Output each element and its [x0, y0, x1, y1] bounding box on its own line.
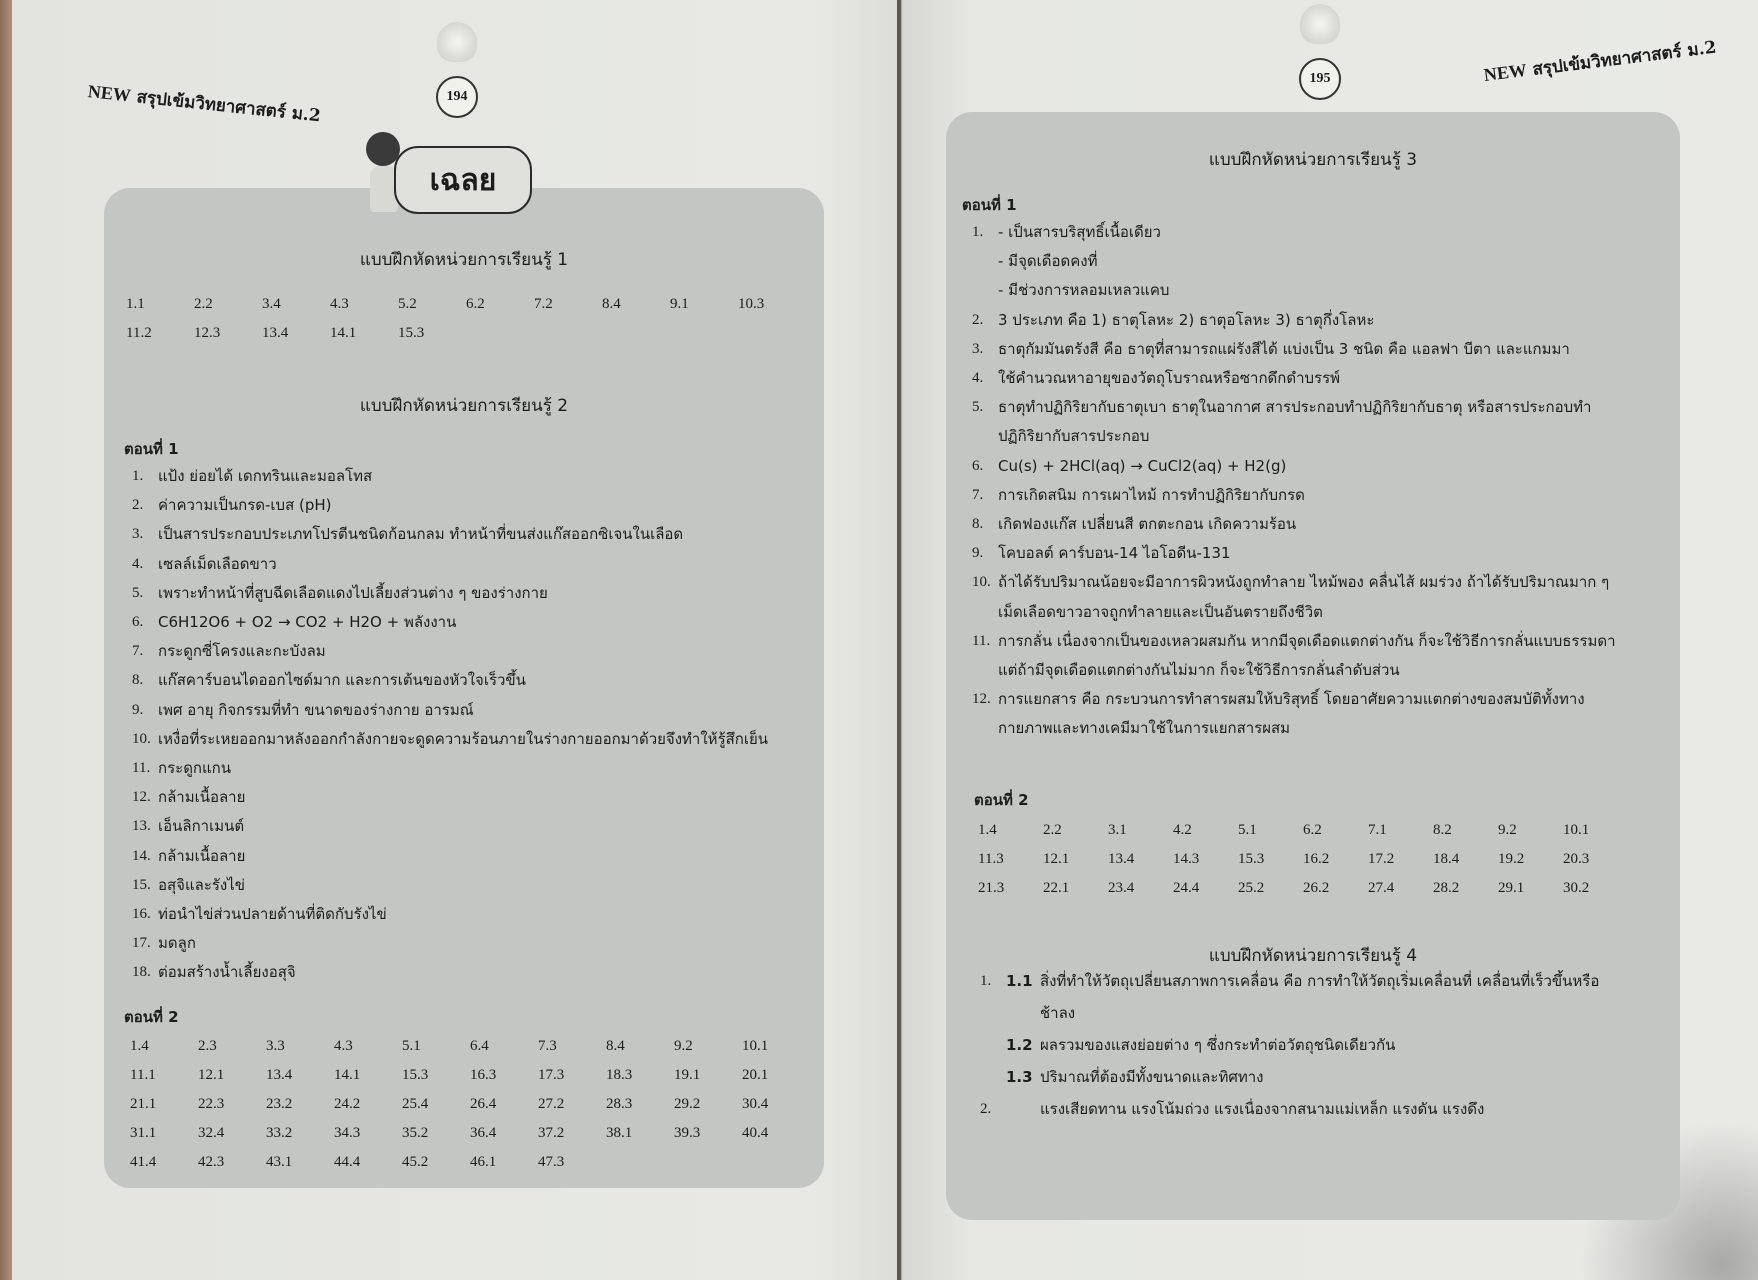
item-text: มดลูก [158, 934, 196, 953]
answer-cell: 19.2 [1498, 851, 1525, 867]
answer-cell: 8.2 [1433, 822, 1452, 838]
answer-cell: 16.3 [470, 1067, 497, 1083]
item-number: 4. [972, 370, 984, 387]
item-number: 4. [132, 555, 144, 572]
item-number [972, 656, 998, 685]
item-number: 11. [972, 632, 991, 649]
answer-cell: 40.4 [742, 1125, 769, 1141]
answer-row [130, 1119, 810, 1148]
answer-cell: 47.3 [538, 1154, 565, 1170]
answer-cell: 16.2 [1303, 851, 1330, 867]
answer-cell: 12.1 [198, 1067, 225, 1083]
item-number [980, 1061, 1006, 1093]
answer-cell: 9.2 [674, 1038, 693, 1054]
answer-cell: 44.4 [334, 1154, 361, 1170]
answer-cell: 29.1 [1498, 880, 1525, 896]
answer-grid-unit2-part2 [130, 1032, 810, 1177]
answer-cell: 26.4 [470, 1096, 497, 1112]
item-text: ต่อมสร้างน้ำเลี้ยงอสุจิ [158, 963, 296, 982]
item-text: แรงเสียดทาน แรงโน้มถ่วง แรงเนื่องจากสนามแม่เหล็ก แรงดัน แรงดึง [1040, 1100, 1485, 1118]
answer-cell: 2.2 [1043, 822, 1062, 838]
item-number [980, 997, 1006, 1029]
list-item [132, 900, 768, 929]
item-text: กายภาพและทางเคมีมาใช้ในการแยกสารผสม [998, 719, 1291, 738]
answer-row [978, 845, 1628, 874]
item-number: 15. [132, 876, 151, 893]
item-text: แก๊สคาร์บอนไดออกไซด์มาก และการเต้นของหัวใจเร็วขึ้น [158, 671, 526, 690]
item-text: ท่อนำไข่ส่วนปลายด้านที่ติดกับรังไข่ [158, 905, 387, 924]
item-number: 7. [972, 486, 984, 503]
answer-cell: 6.2 [1303, 822, 1322, 838]
list-item [972, 539, 1616, 568]
item-text: กล้ามเนื้อลาย [158, 788, 246, 807]
answer-cell: 8.4 [606, 1038, 625, 1054]
answer-cell: 4.3 [330, 296, 349, 312]
answer-cell: 14.1 [330, 325, 357, 341]
answer-cell: 14.3 [1173, 851, 1200, 867]
list-item [972, 656, 1616, 685]
answer-cell: 22.3 [198, 1096, 225, 1112]
item-number [972, 422, 998, 451]
answer-cell: 10.1 [1563, 822, 1590, 838]
page-number-left: 194 [436, 76, 478, 118]
list-item [972, 335, 1616, 364]
item-number: 6. [972, 457, 984, 474]
answer-cell: 41.4 [130, 1154, 157, 1170]
answer-cell: 7.2 [534, 296, 553, 312]
answer-cell: 2.2 [194, 296, 213, 312]
item-text: - มีช่วงการหลอมเหลวแคบ [998, 281, 1170, 300]
answer-cell: 13.4 [1108, 851, 1135, 867]
answer-cell: 38.1 [606, 1125, 633, 1141]
answer-cell: 10.1 [742, 1038, 769, 1054]
answer-cell: 19.1 [674, 1067, 701, 1083]
item-text: เอ็นลิกาเมนต์ [158, 817, 245, 836]
item-text: ใช้คำนวณหาอายุของวัตถุโบราณหรือซากดึกดำบรรพ์ [998, 369, 1341, 388]
answer-cell: 36.4 [470, 1125, 497, 1141]
answer-cell: 2.3 [198, 1038, 217, 1054]
item-text: เพราะทำหน้าที่สูบฉีดเลือดแดงไปเลี้ยงส่วนต่าง ๆ ของร่างกาย [158, 583, 548, 602]
answer-cell: 29.2 [674, 1096, 701, 1112]
answer-cell: 5.1 [402, 1038, 421, 1054]
item-text: กล้ามเนื้อลาย [158, 846, 246, 865]
sub-item-number: 1.2 [1006, 1036, 1033, 1054]
item-number: 12. [132, 789, 151, 806]
answer-cell: 31.1 [130, 1125, 157, 1141]
answer-cell: 11.3 [978, 851, 1004, 867]
answer-row [126, 319, 806, 348]
section-title-unit3: แบบฝึกหัดหน่วยการเรียนรู้ 3 [1208, 150, 1418, 170]
item-number: 2. [972, 311, 984, 328]
answer-row [126, 290, 806, 319]
item-number: 13. [132, 818, 151, 835]
list-item [972, 422, 1616, 451]
item-text: ปฏิกิริยากับสารประกอบ [998, 427, 1150, 446]
item-number [972, 276, 998, 305]
answer-list-unit3-part1 [972, 218, 1616, 744]
answer-cell: 30.2 [1563, 880, 1590, 896]
item-number [980, 1029, 1006, 1061]
answer-grid-unit1 [126, 290, 806, 348]
list-item [972, 364, 1616, 393]
answer-cell: 15.3 [402, 1067, 429, 1083]
answer-cell: 12.3 [194, 325, 221, 341]
item-number: 11. [132, 760, 151, 777]
answer-cell: 5.2 [398, 296, 417, 312]
answer-cell: 34.3 [334, 1125, 361, 1141]
list-item [972, 627, 1616, 656]
item-number: 14. [132, 847, 151, 864]
answer-cell: 1.4 [978, 822, 997, 838]
answer-cell: 10.3 [738, 296, 765, 312]
section-title-unit4: แบบฝึกหัดหน่วยการเรียนรู้ 4 [1208, 946, 1418, 966]
list-item [972, 393, 1616, 422]
list-item [132, 783, 768, 812]
list-item [132, 462, 768, 491]
answer-row [978, 816, 1628, 845]
answer-cell: 25.4 [402, 1096, 429, 1112]
item-text: สิ่งที่ทำให้วัตถุเปลี่ยนสภาพการเคลื่อน คือ การทำให้วัตถุเริ่มเคลื่อนที่ เคลื่อนที่เร็วขึ้นหรือ [1040, 972, 1600, 990]
answer-cell: 45.2 [402, 1154, 429, 1170]
item-number: 2. [132, 497, 144, 514]
list-item [972, 714, 1616, 743]
answer-cell: 4.2 [1173, 822, 1192, 838]
list-item [972, 598, 1616, 627]
answer-cell: 18.4 [1433, 851, 1460, 867]
answer-cell: 3.4 [262, 296, 281, 312]
list-item [980, 1093, 1599, 1125]
list-item [132, 725, 768, 754]
sub-item-number [1006, 1093, 1040, 1125]
item-text: แป้ง ย่อยได้ เดกทรินและมอลโทส [158, 467, 373, 485]
list-item [132, 696, 768, 725]
item-number: 12. [972, 691, 991, 708]
answer-row [130, 1090, 810, 1119]
item-number: 5. [972, 399, 984, 416]
item-number: 8. [132, 672, 144, 689]
item-text: เป็นสารประกอบประเภทโปรตีนชนิดก้อนกลม ทำหน้าที่ขนส่งแก๊สออกซิเจนในเลือด [158, 525, 684, 544]
answer-cell: 1.4 [130, 1038, 149, 1054]
item-text: กระดูกแกน [158, 759, 232, 778]
list-item [980, 997, 1599, 1029]
list-item [980, 1061, 1599, 1093]
item-text: การกลั่น เนื่องจากเป็นของเหลวผสมกัน หากมีจุดเดือดแตกต่างกัน ก็จะใช้วิธีการกลั่นแบบธรรมดา [998, 631, 1616, 650]
answer-cell: 5.1 [1238, 822, 1257, 838]
item-number [972, 714, 998, 743]
list-item [972, 218, 1616, 247]
item-text: เม็ดเลือดขาวอาจถูกทำลายและเป็นอันตรายถึงชีวิต [998, 602, 1323, 621]
answer-cell: 3.1 [1108, 822, 1127, 838]
answer-row [130, 1032, 810, 1061]
item-text: 3 ประเภท คือ 1) ธาตุโลหะ 2) ธาตุอโลหะ 3) ธาตุกึ่งโลหะ [998, 310, 1375, 329]
list-item [132, 579, 768, 608]
answer-cell: 11.2 [126, 325, 152, 341]
item-number: 3. [132, 526, 144, 543]
item-number: 10. [132, 730, 151, 747]
item-text: ถ้าได้รับปริมาณน้อยจะมีอาการผิวหนังถูกทำลาย ไหม้พอง คลื่นไส้ ผมร่วง ถ้าได้รับปริมาณมาก ๆ [998, 573, 1610, 592]
answer-cell: 18.3 [606, 1067, 633, 1083]
item-text: - มีจุดเดือดคงที่ [998, 252, 1098, 271]
answer-cell: 32.4 [198, 1125, 225, 1141]
answer-cell: 14.1 [334, 1067, 361, 1083]
item-text: C6H12O6 + O2 → CO2 + H2O + พลังงาน [158, 613, 457, 632]
lamp-illustration-icon [437, 22, 477, 62]
section-title-unit1: แบบฝึกหัดหน่วยการเรียนรู้ 1 [359, 250, 569, 270]
answer-cell: 24.4 [1173, 880, 1200, 896]
answer-cell: 6.4 [470, 1038, 489, 1054]
list-item [972, 306, 1616, 335]
list-item [972, 568, 1616, 597]
answer-grid-unit3-part2 [978, 816, 1628, 903]
answer-cell: 46.1 [470, 1154, 497, 1170]
item-number: 18. [132, 964, 151, 981]
answer-cell: 22.1 [1043, 880, 1070, 896]
sub-item-number: 1.3 [1006, 1068, 1033, 1086]
answer-cell: 33.2 [266, 1125, 293, 1141]
answer-cell: 27.2 [538, 1096, 565, 1112]
item-text: อสุจิและรังไข่ [158, 875, 246, 894]
lamp-illustration-icon [1300, 4, 1340, 44]
list-item [132, 491, 768, 520]
answer-key-banner: เฉลย [394, 146, 532, 214]
list-item [972, 510, 1616, 539]
answer-cell: 25.2 [1238, 880, 1265, 896]
answer-cell: 9.1 [670, 296, 689, 312]
item-number: 17. [132, 935, 151, 952]
list-item [132, 666, 768, 695]
answer-cell: 12.1 [1043, 851, 1070, 867]
answer-cell: 4.3 [334, 1038, 353, 1054]
item-number: 1. [972, 224, 984, 240]
header-new-label: NEW [87, 81, 132, 106]
item-text: แต่ถ้ามีจุดเดือดแตกต่างกันไม่มาก ก็จะใช้วิธีการกลั่นลำดับส่วน [998, 661, 1400, 680]
item-text: กระดูกซี่โครงและกะบังลม [158, 642, 326, 661]
part-label-unit3-part2: ตอนที่ 2 [974, 791, 1029, 809]
answer-cell: 3.3 [266, 1038, 285, 1054]
answer-cell: 13.4 [262, 325, 289, 341]
answer-cell: 8.4 [602, 296, 621, 312]
answer-cell: 9.2 [1498, 822, 1517, 838]
item-number: 1. [980, 973, 992, 989]
item-text: การเกิดสนิม การเผาไหม้ การทำปฏิกิริยากับกรด [998, 485, 1305, 504]
answer-cell: 43.1 [266, 1154, 293, 1170]
answer-cell: 28.2 [1433, 880, 1460, 896]
part-label-unit2-part2: ตอนที่ 2 [124, 1008, 179, 1026]
list-item [132, 871, 768, 900]
item-number: 5. [132, 584, 144, 601]
item-number: 3. [972, 340, 984, 357]
page-number-right: 195 [1299, 58, 1341, 100]
item-number: 16. [132, 906, 151, 923]
answer-cell: 7.3 [538, 1038, 557, 1054]
item-text: โคบอลต์ คาร์บอน-14 ไอโอดีน-131 [998, 544, 1231, 563]
item-text: ช้าลง [1040, 1004, 1076, 1022]
answer-cell: 42.3 [198, 1154, 225, 1170]
answer-cell: 17.2 [1368, 851, 1395, 867]
answer-cell: 1.1 [126, 296, 145, 312]
item-number: 10. [972, 574, 991, 591]
item-text: เหงื่อที่ระเหยออกมาหลังออกกำลังกายจะดูดความร้อนภายในร่างกายออกมาด้วยจึงทำให้รู้สึกเย็น [158, 729, 769, 748]
answer-cell: 39.3 [674, 1125, 701, 1141]
item-number: 1. [132, 468, 144, 484]
list-item [132, 520, 768, 549]
item-number: 2. [980, 1101, 992, 1117]
list-item [132, 637, 768, 666]
answer-cell: 21.3 [978, 880, 1005, 896]
list-item [972, 452, 1616, 481]
list-item [132, 812, 768, 841]
item-number: 9. [972, 545, 984, 562]
item-text: ธาตุกัมมันตรังสี คือ ธาตุที่สามารถแผ่รังสีได้ แบ่งเป็น 3 ชนิด คือ แอลฟา บีตา และแกมมา [998, 339, 1570, 358]
list-item [132, 958, 768, 987]
answer-row [130, 1148, 810, 1177]
list-item [972, 276, 1616, 305]
answer-list-unit4 [980, 965, 1599, 1125]
answer-row [130, 1061, 810, 1090]
answer-cell: 20.3 [1563, 851, 1590, 867]
list-item [132, 608, 768, 637]
header-book-title: สรุปเข้มวิทยาศาสตร์ ม.2 [1531, 37, 1718, 80]
item-text: เพศ อายุ กิจกรรมที่ทำ ขนาดของร่างกาย อารมณ์ [158, 700, 474, 719]
answer-cell: 27.4 [1368, 880, 1395, 896]
sub-item-number [1006, 997, 1040, 1029]
item-number: 9. [132, 701, 144, 718]
list-item [980, 1029, 1599, 1061]
answer-cell: 28.3 [606, 1096, 633, 1112]
list-item [972, 481, 1616, 510]
answer-cell: 20.1 [742, 1067, 769, 1083]
answer-cell: 37.2 [538, 1125, 565, 1141]
list-item [132, 929, 768, 958]
part-label-unit2-part1: ตอนที่ 1 [124, 440, 179, 458]
item-text: เซลล์เม็ดเลือดขาว [158, 554, 277, 573]
answer-cell: 21.1 [130, 1096, 157, 1112]
answer-cell: 23.2 [266, 1096, 293, 1112]
item-number [972, 247, 998, 276]
list-item [132, 550, 768, 579]
answer-list-unit2-part1 [132, 462, 768, 988]
answer-cell: 30.4 [742, 1096, 769, 1112]
item-number [972, 598, 998, 627]
item-text: Cu(s) + 2HCl(aq) → CuCl2(aq) + H2(g) [998, 456, 1287, 475]
header-new-label: NEW [1482, 59, 1528, 85]
list-item [132, 754, 768, 783]
list-item [972, 685, 1616, 714]
answer-cell: 6.2 [466, 296, 485, 312]
answer-cell: 15.3 [398, 325, 425, 341]
item-number: 8. [972, 516, 984, 533]
section-title-unit2: แบบฝึกหัดหน่วยการเรียนรู้ 2 [359, 396, 569, 416]
answer-cell: 23.4 [1108, 880, 1135, 896]
item-text: การแยกสาร คือ กระบวนการทำสารผสมให้บริสุทธิ์ โดยอาศัยความแตกต่างของสมบัติทั้งทาง [998, 690, 1585, 709]
answer-row [978, 874, 1628, 903]
header-book-title: สรุปเข้มวิทยาศาสตร์ ม.2 [135, 87, 322, 127]
book-cover-edge [0, 0, 12, 1280]
part-label-unit3-part1: ตอนที่ 1 [962, 196, 1017, 214]
item-number: 6. [132, 614, 144, 631]
list-item [980, 965, 1599, 997]
item-text: ปริมาณที่ต้องมีทั้งขนาดและทิศทาง [1040, 1068, 1264, 1086]
list-item [132, 842, 768, 871]
answer-cell: 15.3 [1238, 851, 1265, 867]
item-text: ค่าความเป็นกรด-เบส (pH) [158, 496, 332, 515]
item-text: - เป็นสารบริสุทธิ์เนื้อเดียว [998, 223, 1161, 241]
item-text: ผลรวมของแสงย่อยต่าง ๆ ซึ่งกระทำต่อวัตถุชนิดเดียวกัน [1040, 1036, 1396, 1054]
answer-cell: 35.2 [402, 1125, 429, 1141]
answer-cell: 24.2 [334, 1096, 361, 1112]
sub-item-number: 1.1 [1006, 972, 1033, 990]
list-item [972, 247, 1616, 276]
book-spine [897, 0, 901, 1280]
answer-cell: 26.2 [1303, 880, 1330, 896]
answer-cell: 7.1 [1368, 822, 1387, 838]
answer-cell: 11.1 [130, 1067, 156, 1083]
item-text: เกิดฟองแก๊ส เปลี่ยนสี ตกตะกอน เกิดความร้อน [998, 515, 1297, 534]
item-text: ธาตุทำปฏิกิริยากับธาตุเบา ธาตุในอากาศ สารประกอบทำปฏิกิริยากับธาตุ หรือสารประกอบทำ [998, 398, 1592, 417]
item-number: 7. [132, 643, 144, 660]
answer-cell: 13.4 [266, 1067, 293, 1083]
answer-cell: 17.3 [538, 1067, 565, 1083]
